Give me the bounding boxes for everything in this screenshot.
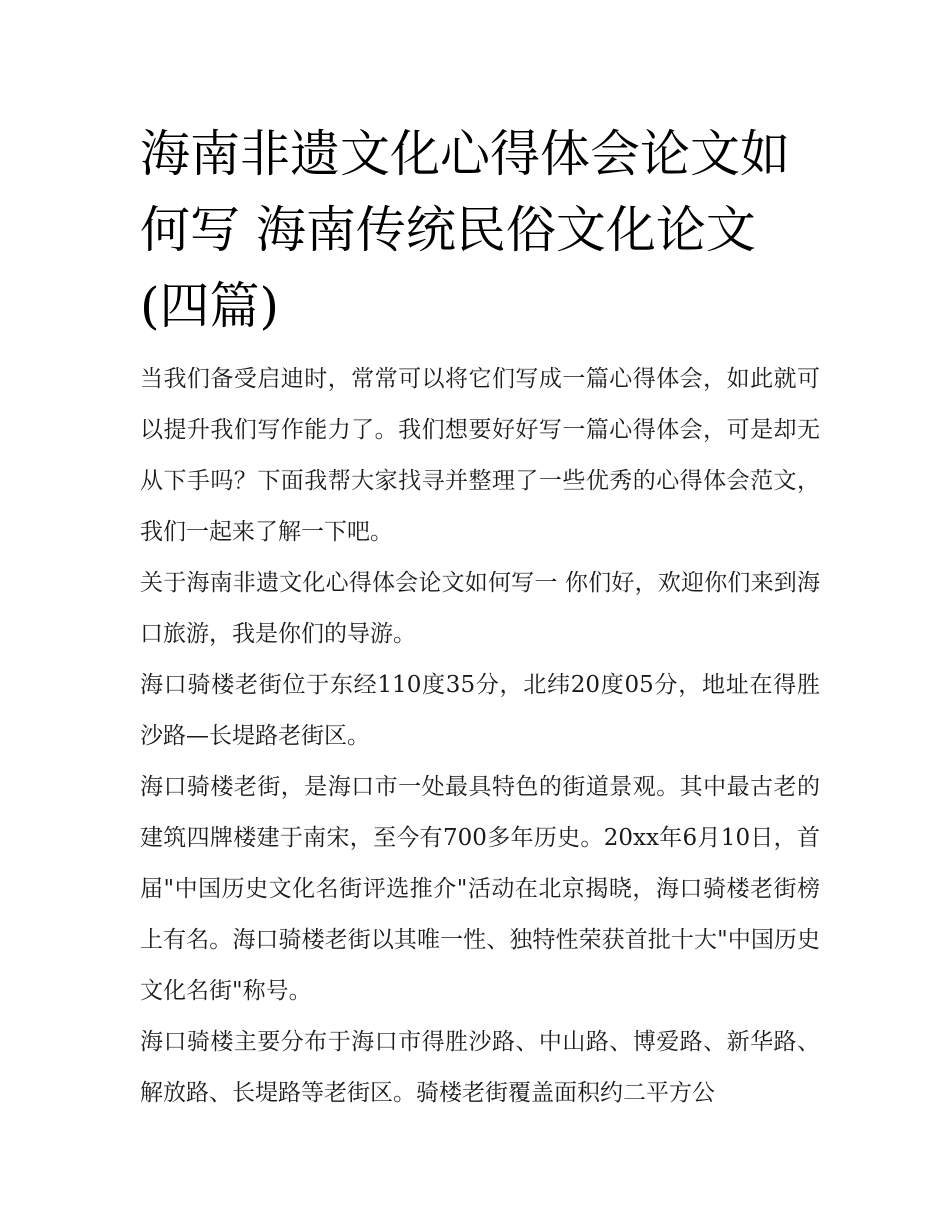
document-body: [140, 354, 820, 1119]
paragraph-distribution: 海口骑楼主要分布于海口市得胜沙路、中山路、博爱路、新华路、解放路、长堤路等老街区。骑楼老街覆盖面积约二平方公: [140, 1029, 820, 1106]
paragraph-location: 海口骑楼老街位于东经110度35分，北纬20度05分，地址在得胜沙路—长堤路老街区。: [140, 672, 820, 749]
paragraph-history: 海口骑楼老街，是海口市一处最具特色的街道景观。其中最古老的建筑四牌楼建于南宋，至今有700多年历史。20xx年6月10日，首届"中国历史文化名街评选推介"活动在北京揭晓，海口骑楼老街榜上有名。海口骑楼老街以其唯一性、独特性荣获首批十大"中国历史文化名街"称号。: [140, 774, 820, 1004]
document-title: 海南非遗文化心得体会论文如何写 海南传统民俗文化论文(四篇): [140, 125, 790, 335]
paragraph-greeting: 关于海南非遗文化心得体会论文如何写一 你们好，欢迎你们来到海口旅游，我是你们的导游。: [140, 570, 820, 647]
paragraph-intro: 当我们备受启迪时，常常可以将它们写成一篇心得体会，如此就可以提升我们写作能力了。我们想要好好写一篇心得体会，可是却无从下手吗？下面我帮大家找寻并整理了一些优秀的心得体会范文，我们一起来了解一下吧。: [140, 366, 820, 545]
